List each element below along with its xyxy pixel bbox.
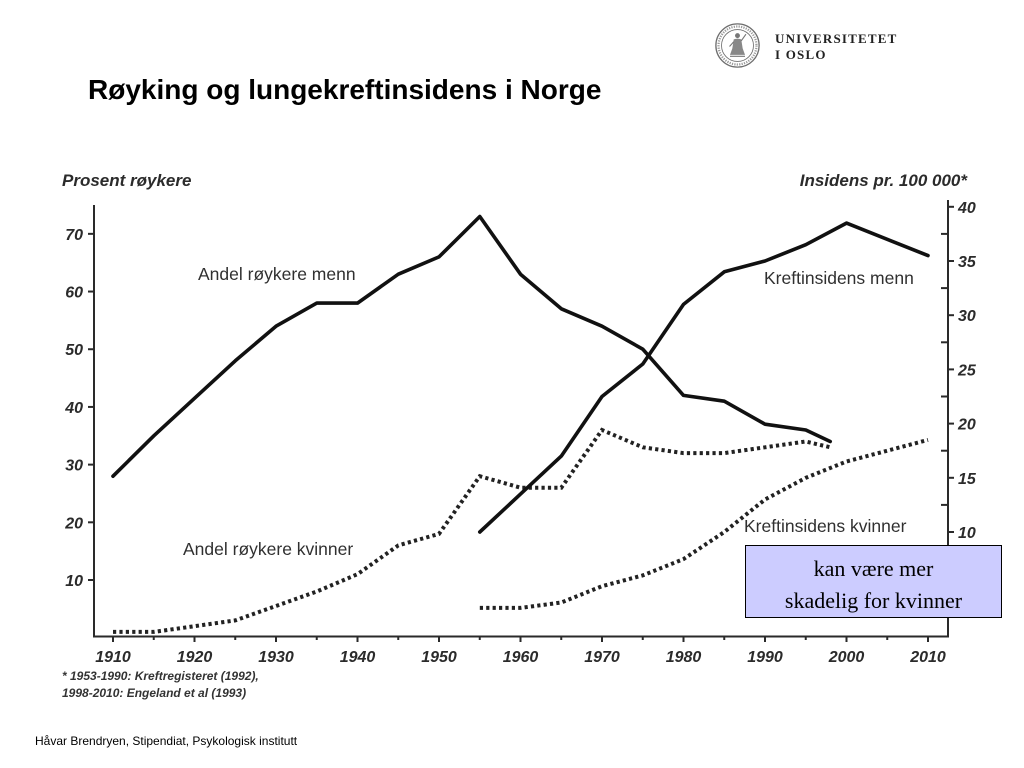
series-label-andel-roykere-kvinner: Andel røykere kvinner	[183, 539, 354, 559]
slide-title: Røyking og lungekreftinsidens i Norge	[88, 74, 602, 105]
university-logo	[714, 22, 914, 70]
left-axis-tick-label: 70	[65, 226, 83, 244]
left-axis-tick-label: 60	[65, 284, 83, 302]
university-name	[775, 31, 898, 63]
series-label-andel-roykere-menn: Andel røykere menn	[198, 264, 356, 284]
right-axis-tick-label: 30	[958, 308, 976, 326]
left-axis-tick-label: 20	[65, 515, 83, 533]
right-axis-tick-label: 35	[958, 254, 976, 271]
x-axis-tick-label: 1990	[747, 649, 783, 666]
x-axis-tick-label: 1970	[584, 649, 620, 666]
left-axis-tick-label: 50	[65, 342, 83, 360]
x-axis-tick-label: 1930	[258, 649, 294, 666]
footnote-line-2: 1998-2010: Engeland et al (1993)	[62, 686, 247, 700]
callout-line-2: skadelig for kvinner	[784, 588, 963, 613]
series-line-andel-roykere-menn	[113, 217, 830, 477]
left-axis-tick-label: 10	[65, 573, 83, 591]
right-axis-tick-label: 15	[958, 470, 976, 488]
x-axis-tick-label: 2010	[910, 649, 946, 666]
x-axis-tick-label: 1980	[665, 649, 702, 666]
left-axis-title: Prosent røykere	[62, 171, 192, 190]
callout-line-1: kan være mer	[813, 556, 934, 581]
x-axis-tick-label: 1940	[339, 649, 376, 666]
university-seal-icon	[714, 22, 761, 69]
right-axis-tick-label: 25	[958, 362, 976, 380]
x-axis-tick-label: 1960	[502, 649, 539, 666]
series-line-andel-roykere-kvinner	[113, 430, 830, 632]
footnote-line-1: * 1953-1990: Kreftregisteret (1992),	[62, 669, 259, 683]
series-label-kreftinsidens-kvinner: Kreftinsidens kvinner	[744, 516, 907, 536]
university-name-line-1: UNIVERSITETET	[775, 31, 898, 46]
x-axis-tick-label: 1910	[95, 649, 131, 666]
university-name-line-2: I OSLO	[775, 47, 827, 62]
series-label-kreftinsidens-menn: Kreftinsidens menn	[764, 268, 914, 288]
footer-author: Håvar Brendryen, Stipendiat, Psykologisk institutt	[35, 734, 298, 748]
right-axis-tick-label: 10	[958, 525, 976, 542]
right-axis-title: Insidens pr. 100 000*	[799, 171, 967, 190]
left-axis-tick-label: 30	[65, 457, 83, 475]
callout-box	[745, 545, 1002, 618]
x-axis-tick-label: 1950	[421, 649, 457, 666]
left-axis-tick-label: 40	[65, 399, 83, 417]
x-axis-tick-label: 2000	[828, 649, 865, 666]
right-axis-tick-label: 40	[958, 199, 976, 217]
x-axis-tick-label: 1920	[176, 649, 213, 666]
right-axis-tick-label: 20	[958, 416, 976, 434]
